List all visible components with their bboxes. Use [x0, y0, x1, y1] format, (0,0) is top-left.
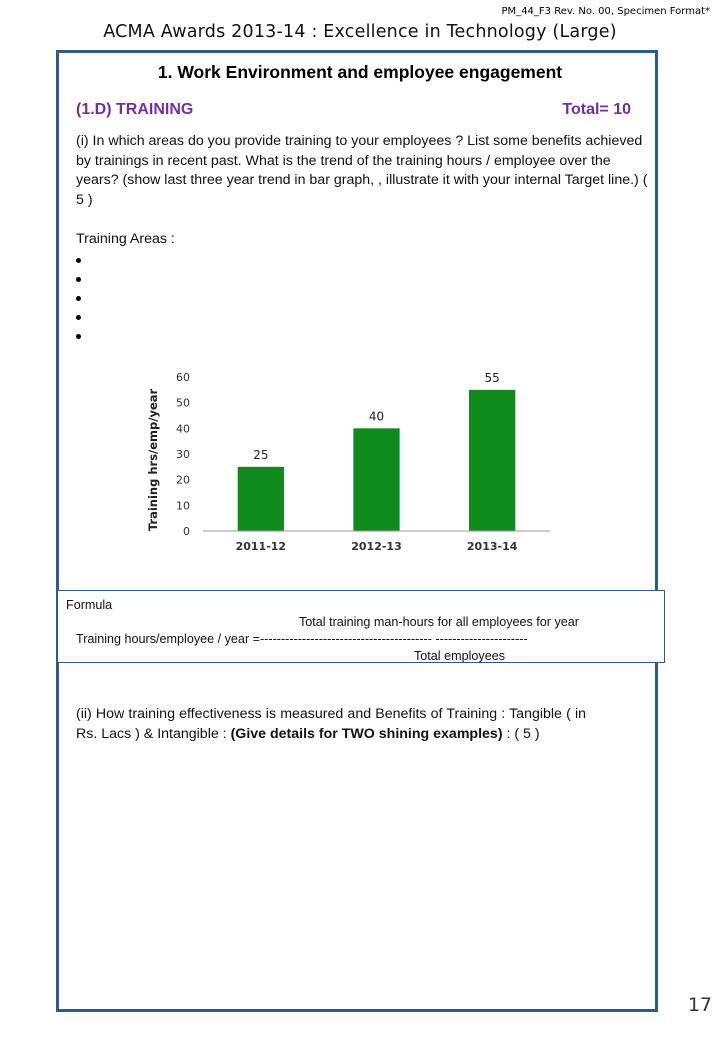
x-tick-label: 2013-14: [466, 540, 518, 553]
bar-2012-13: [353, 428, 399, 531]
question-2-bold: (Give details for TWO shining examples): [230, 726, 503, 742]
question-2-text: (ii) How training effectiveness is measured and Benefits of Training : Tangible ( in Rs. Lacs ) & Intangible :: [76, 706, 586, 742]
subsection-label: (1.D) TRAINING: [76, 101, 194, 118]
bar-2011-12: [238, 467, 284, 531]
formula-box: [57, 590, 665, 663]
question-2: [76, 704, 586, 744]
formula-lhs: Training hours/employee / year =----------------------------------------- ----------------------: [76, 632, 528, 646]
y-tick-label: 30: [176, 448, 190, 461]
y-tick-label: 20: [176, 473, 190, 487]
bar-2013-14: [469, 390, 515, 531]
chart-svg: [130, 360, 570, 560]
bar-data-label: 25: [253, 447, 269, 462]
y-axis-title: Training hrs/emp/year: [146, 388, 160, 532]
training-areas-label: Training Areas :: [76, 231, 175, 247]
header-title: ACMA Awards 2013-14 : Excellence in Technology (Large): [103, 22, 617, 42]
y-tick-label: 60: [176, 371, 190, 384]
x-tick-label: 2011-12: [235, 540, 287, 553]
y-tick-label: 40: [176, 422, 190, 436]
section-heading: 1. Work Environment and employee engagement: [157, 62, 563, 82]
y-tick-label: 50: [176, 396, 190, 410]
x-tick-label: 2012-13: [351, 540, 402, 553]
document-code: PM_44_F3 Rev. No. 00, Specimen Format*: [501, 6, 710, 17]
bar-data-label: 55: [484, 370, 500, 385]
bar-data-label: 40: [368, 409, 385, 424]
page-number: 17: [687, 994, 712, 1016]
formula-numerator: Total training man-hours for all employees for year: [299, 615, 579, 629]
training-hours-chart: [130, 360, 570, 560]
formula-denominator: Total employees: [414, 649, 506, 663]
formula-label: Formula: [66, 598, 113, 612]
subsection-row: [76, 101, 636, 119]
subsection-total: Total= 10: [562, 101, 631, 118]
question-1: (i) In which areas do you provide training to your employees ? List some benefits achieved by trainings in recent past. What is the trend of the training hours / employee over the years? (show last three year trend in bar graph, , illustrate it with your internal Target line.) ( 5 ): [76, 133, 648, 208]
question-2-suffix: : ( 5 ): [502, 726, 540, 742]
y-tick-label: 0: [183, 525, 190, 538]
y-tick-label: 10: [176, 499, 190, 513]
